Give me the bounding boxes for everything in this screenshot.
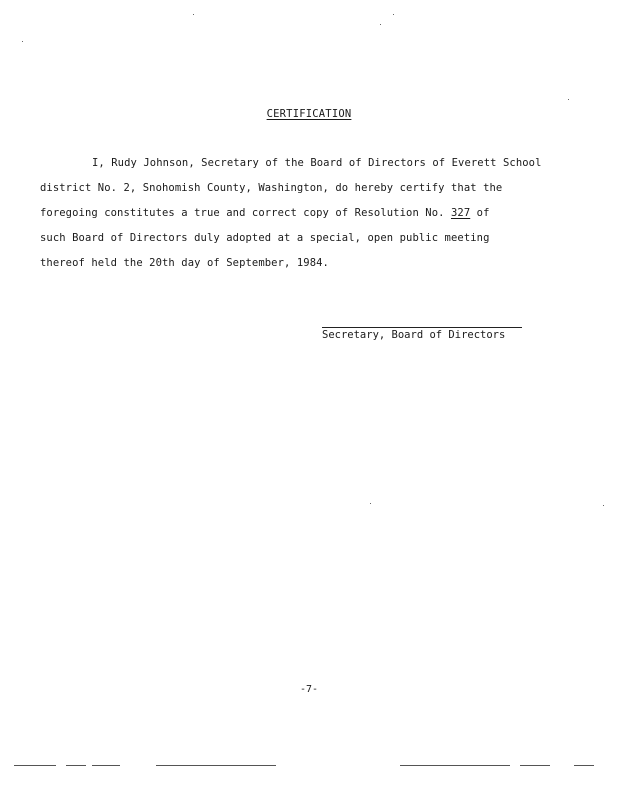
signature-label: Secretary, Board of Directors: [322, 329, 506, 341]
scan-artifact-strip: [156, 765, 276, 766]
scan-artifact-strip: [520, 765, 550, 766]
document-title-wrapper: [0, 108, 618, 120]
certification-line-5: thereof held the 20th day of September, 1984.: [40, 257, 329, 269]
scan-artifact-strip: [66, 765, 86, 766]
scan-artifact-strip: [92, 765, 120, 766]
scan-speck: [380, 24, 381, 25]
signature-line: [322, 327, 522, 328]
certification-line-3-text: foregoing constitutes a true and correct copy of Resolution No.: [40, 207, 451, 219]
certification-line-1: I, Rudy Johnson, Secretary of the Board of Directors of Everett School: [92, 157, 542, 169]
scan-artifact-strip: [14, 765, 56, 766]
certification-line-3: [40, 207, 530, 219]
scan-artifact-strip: [574, 765, 594, 766]
scan-speck: [568, 99, 569, 100]
certification-line-4: such Board of Directors duly adopted at a special, open public meeting: [40, 232, 490, 244]
scan-speck: [22, 41, 23, 42]
certification-line-2: district No. 2, Snohomish County, Washington, do hereby certify that the: [40, 182, 503, 194]
document-title: CERTIFICATION: [266, 108, 352, 120]
scan-speck: [393, 14, 394, 15]
scan-speck: [370, 503, 371, 504]
scan-speck: [603, 505, 604, 506]
page-number: -7-: [299, 684, 319, 695]
certification-line-3-tail: of: [470, 207, 490, 219]
scan-artifact-strip: [400, 765, 510, 766]
scan-speck: [193, 14, 194, 15]
resolution-number: 327: [450, 207, 471, 219]
